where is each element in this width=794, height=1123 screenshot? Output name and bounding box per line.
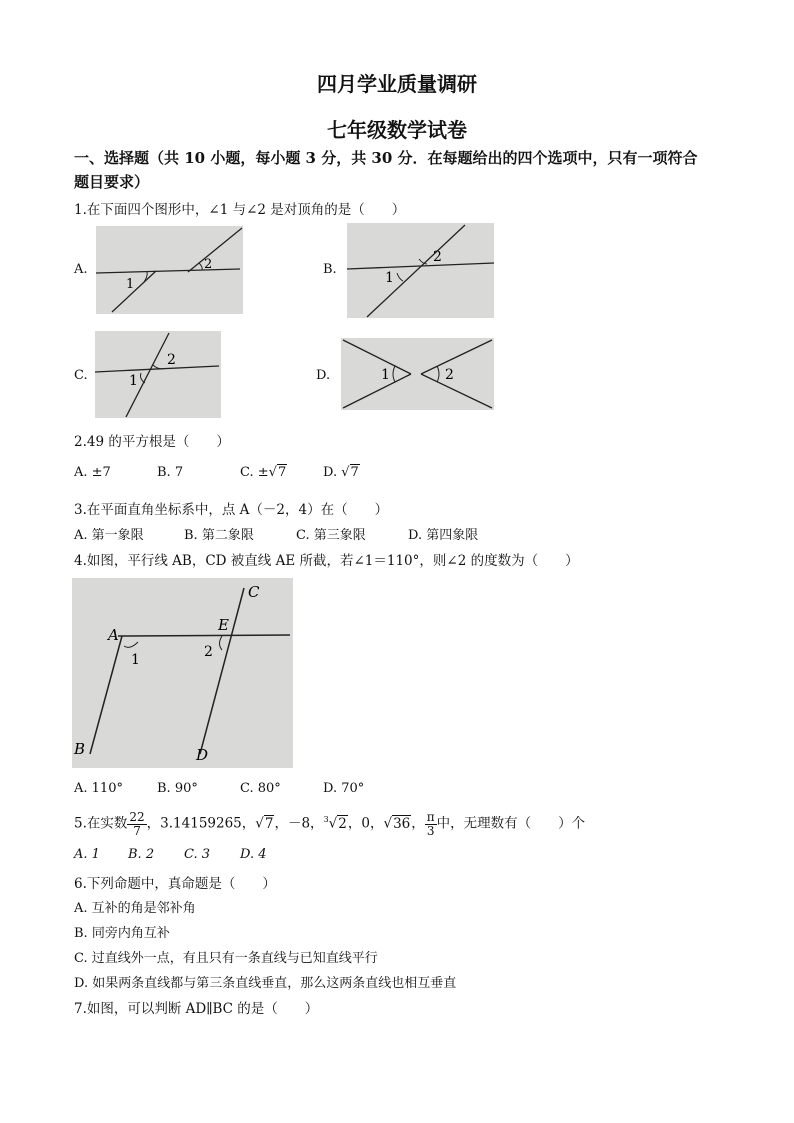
q5-part3: ，0， [347, 815, 384, 832]
q1-figure-a[interactable] [96, 226, 243, 314]
q1-b-angle2-label: 2 [433, 249, 442, 265]
q5-option-b[interactable]: B. 2 [128, 847, 155, 862]
q1-option-d-letter[interactable]: D. [316, 368, 331, 383]
q2-option-a[interactable]: A. ±7 [74, 465, 111, 480]
q5-cube-index: 3 [323, 815, 329, 824]
q5-fraction2-numerator: π [426, 809, 435, 824]
q1-figure-a-drawing [96, 226, 243, 314]
q5-suffix: 中，无理数有（ ）个 [436, 815, 586, 832]
q2-option-d-radicand: 7 [350, 465, 359, 480]
q5-fraction1-numerator: 22 [129, 809, 145, 824]
q4-label-c: C [248, 583, 260, 601]
q2-stem: 2.49 的平方根是（ ） [74, 434, 230, 450]
q1-d-angle2-label: 2 [445, 367, 454, 383]
page-subtitle: 七年级数学试卷 [327, 118, 467, 142]
q2-option-c[interactable]: C. ±√7 [240, 465, 287, 480]
q5-stem: 5.在实数 $\frac{22}{7}$ ，3.14159265，√7，－8，$^3$√2，0，√36， $\frac{\pi}{3}$ 中，无理数有（ ）个 [74, 809, 586, 838]
q4-option-a[interactable]: A. 110° [74, 781, 123, 796]
q1-d-angle1-label: 1 [381, 367, 390, 383]
q5-root1: 7 [264, 815, 274, 832]
q7-stem: 7.如图，可以判断 AD∥BC 的是（ ） [74, 1001, 319, 1017]
q1-figure-c-drawing [95, 331, 221, 418]
q5-fraction-pi-3 [425, 811, 437, 838]
q5-fraction-22-7 [127, 811, 146, 838]
q4-angle1-label: 1 [131, 652, 140, 668]
q6-option-a[interactable]: A. 互补的角是邻补角 [74, 901, 196, 916]
q3-option-d[interactable]: D. 第四象限 [408, 528, 479, 543]
q1-a-angle2-label: 2 [204, 257, 213, 272]
q3-stem: 3.在平面直角坐标系中，点 A（－2，4）在（ ） [74, 502, 389, 518]
q5-option-a[interactable]: A. 1 [74, 847, 100, 862]
q5-part2: ，－8， [274, 815, 324, 832]
q5-sep: ， [411, 815, 425, 832]
q1-figure-b-drawing [347, 223, 494, 318]
q2-option-d[interactable]: D. √7 [323, 465, 359, 480]
section-heading-line1: 一、选择题（共 10 小题，每小题 3 分，共 30 分．在每题给出的四个选项中，只有一项符合 [74, 149, 698, 167]
q1-b-angle1-label: 1 [385, 270, 394, 286]
q4-label-a: A [108, 626, 119, 644]
q6-stem: 6.下列命题中，真命题是（ ） [74, 876, 276, 892]
q6-option-d[interactable]: D. 如果两条直线都与第三条直线垂直，那么这两条直线也相互垂直 [74, 976, 457, 991]
q1-figure-d[interactable] [341, 338, 494, 410]
q6-option-b[interactable]: B. 同旁内角互补 [74, 926, 170, 941]
q6-option-c[interactable]: C. 过直线外一点，有且只有一条直线与已知直线平行 [74, 951, 378, 966]
q4-label-d: D [196, 746, 209, 764]
q5-fraction1-denominator: 7 [133, 823, 141, 838]
q5-option-d[interactable]: D. 4 [240, 847, 267, 862]
q1-option-a-letter[interactable]: A. [74, 262, 88, 277]
q2-option-c-radicand: 7 [277, 465, 287, 480]
q4-angle2-label: 2 [204, 644, 213, 660]
q5-middle: ，3.14159265， [146, 815, 256, 832]
q5-fraction2-denominator: 3 [426, 823, 435, 838]
q4-option-b[interactable]: B. 90° [157, 781, 198, 796]
q1-figure-d-drawing [341, 338, 494, 410]
q5-option-c[interactable]: C. 3 [184, 847, 211, 862]
q1-option-c-letter[interactable]: C. [74, 368, 88, 383]
q3-option-b[interactable]: B. 第二象限 [184, 528, 254, 543]
q5-root3: 36 [393, 815, 411, 832]
q5-prefix: 5.在实数 [74, 815, 128, 832]
q5-root2: 2 [338, 815, 347, 832]
q1-option-b-letter[interactable]: B. [323, 262, 337, 277]
q1-a-angle1-label: 1 [126, 277, 135, 292]
section-heading-line2: 题目要求） [74, 173, 150, 191]
q2-option-b[interactable]: B. 7 [157, 465, 184, 480]
q3-option-a[interactable]: A. 第一象限 [74, 528, 144, 543]
q4-option-c[interactable]: C. 80° [240, 781, 281, 796]
q4-label-b: B [74, 740, 86, 758]
q1-figure-c[interactable] [95, 331, 221, 418]
q4-figure[interactable] [72, 578, 293, 768]
q2-option-c-text: C. ± [240, 465, 269, 480]
q4-option-d[interactable]: D. 70° [323, 781, 365, 796]
q1-c-angle1-label: 1 [129, 373, 138, 389]
q4-figure-drawing [72, 578, 293, 768]
q1-figure-b[interactable] [347, 223, 494, 318]
q3-option-c[interactable]: C. 第三象限 [296, 528, 366, 543]
page-title: 四月学业质量调研 [317, 72, 477, 96]
q4-label-e: E [218, 616, 229, 634]
q1-stem: 1.在下面四个图形中，∠1 与∠2 是对顶角的是（ ） [74, 202, 406, 218]
q4-stem: 4.如图，平行线 AB，CD 被直线 AE 所截，若∠1＝110°，则∠2 的度数为（ ） [74, 553, 579, 569]
q1-c-angle2-label: 2 [167, 352, 176, 368]
q2-option-d-text: D. [323, 465, 342, 480]
